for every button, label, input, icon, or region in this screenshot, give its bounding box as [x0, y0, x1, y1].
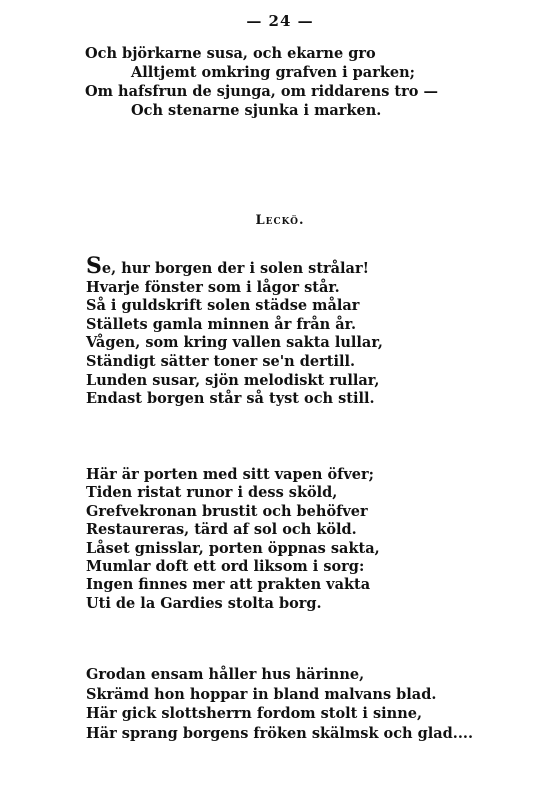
poem-line: Låset gnisslar, porten öppnas sakta, [86, 539, 380, 557]
stanza-previous-poem-ending [85, 44, 505, 120]
poem-line: Hvarje fönster som i lågor står. [86, 278, 340, 296]
poem-line: Så i guldskrift solen städse målar [86, 297, 360, 315]
stanza-1 [86, 253, 506, 409]
poem-title: Leckö. [255, 213, 305, 228]
poem-line: Tiden ristat runor i dess sköld, [86, 484, 338, 502]
page-number: — 24 — [246, 12, 314, 30]
poem-line: Alltjemt omkring grafven i parken; [131, 64, 416, 81]
poem-line: Ständigt sätter toner se'n dertill. [86, 352, 356, 370]
poem-line: Grodan ensam håller hus härinne, [86, 666, 365, 683]
poem-line: Och stenarne sjunka i marken. [131, 102, 382, 119]
poem-line: Här gick slottsherrn fordom stolt i sinne, [86, 705, 423, 722]
poem-line: Endast borgen står så tyst och still. [86, 390, 375, 408]
drop-cap: S [86, 253, 102, 279]
poem-line: Vågen, som kring vallen sakta lullar, [86, 334, 383, 352]
poem-line: Lunden susar, sjön melodiskt rullar, [86, 371, 380, 389]
poem-line: Mumlar doft ett ord liksom i sorg: [86, 558, 365, 576]
poem-line: Skrämd hon hoppar in bland malvans blad. [86, 685, 437, 703]
poem-line [86, 253, 506, 279]
poem-line: Och björkarne susa, och ekarne gro [85, 45, 376, 62]
poem-line: Restaureras, tärd af sol och köld. [86, 521, 357, 539]
poem-line: Här sprang borgens fröken skälmsk och glad.... [86, 724, 474, 742]
stanza-2 [86, 466, 506, 613]
poem-line: Här är porten med sitt vapen öfver; [86, 466, 375, 483]
poem-line: Grefvekronan brustit och behöfver [86, 502, 368, 520]
poem-line: Uti de la Gardies stolta borg. [86, 594, 322, 612]
poem-line: Ställets gamla minnen år från år. [86, 315, 356, 333]
poem-line: Om hafsfrun de sjunga, om riddarens tro — [85, 83, 438, 100]
stanza-3 [86, 665, 506, 743]
poem-line-text: e, hur borgen der i solen strålar! [101, 260, 369, 277]
poem-line: Ingen finnes mer att prakten vakta [86, 576, 371, 594]
